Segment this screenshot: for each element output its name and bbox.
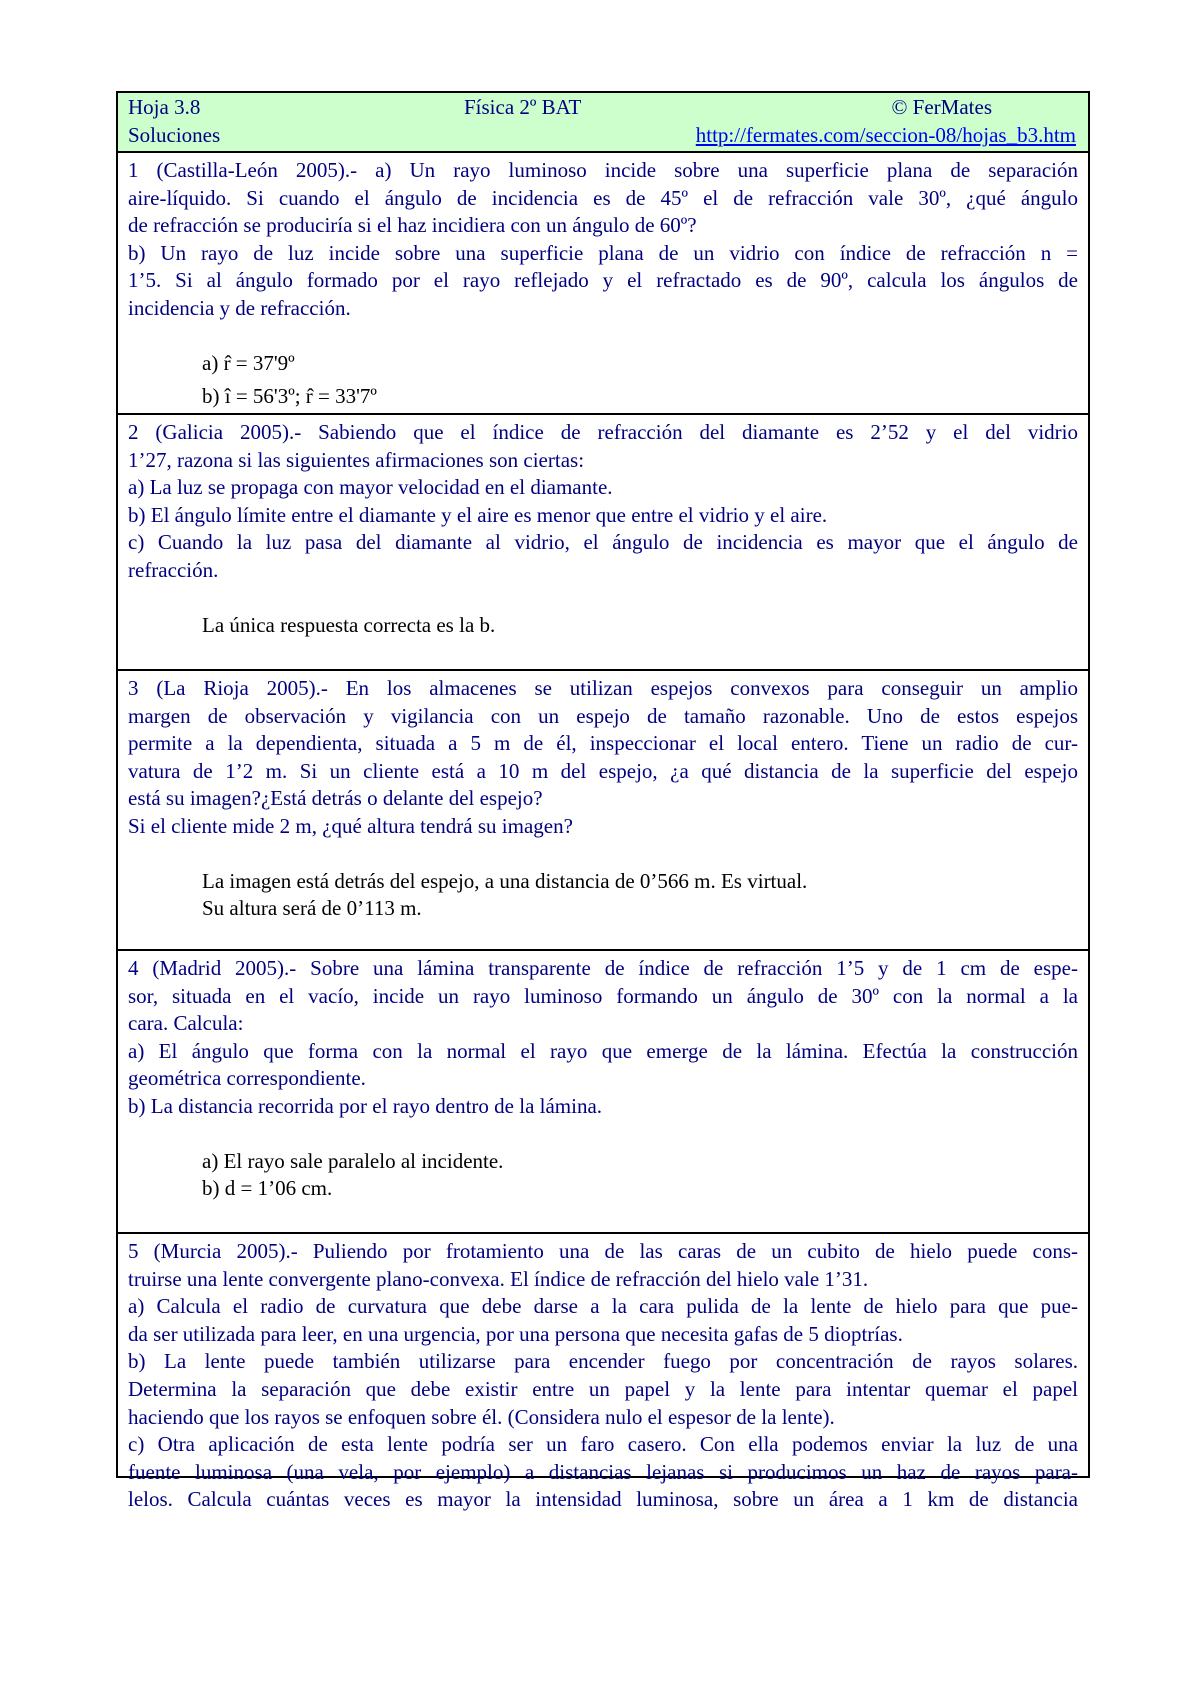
problem-line: da ser utilizada para leer, en una urgencia, por una persona que necesita gafas de 5 dioptrías. <box>128 1321 903 1346</box>
sheet-number: Hoja 3.8 <box>128 95 201 119</box>
problem-line: b) La distancia recorrida por el rayo dentro de la lámina. <box>128 1093 603 1118</box>
problem-line: 2 (Galicia 2005).- Sabiendo que el índice de refracción del diamante es 2’52 y el del vidrio <box>128 420 1078 444</box>
problem-line: Si el cliente mide 2 m, ¿qué altura tendrá su imagen? <box>128 813 573 838</box>
problem-text: (Murcia 2005).- Puliendo por frotamiento una de las caras de un cubito de hielo puede cons- <box>153 1239 1078 1263</box>
solution-line: a) El rayo sale paralelo al incidente. <box>202 1148 504 1173</box>
solution-line: La única respuesta correcta es la b. <box>202 612 496 637</box>
solution-block <box>128 612 1078 640</box>
problem-line: Determina la separación que debe existir entre un papel y la lente para intentar quemar el papel <box>128 1376 1078 1401</box>
solution-block <box>128 1148 1078 1203</box>
problem-line: a) Calcula el radio de curvatura que debe darse a la cara pulida de la lente de hielo para que pue- <box>128 1294 1078 1319</box>
problem-line: fuente luminosa (una vela, por ejemplo) a distancias lejanas si producimos un haz de rayos para- <box>128 1459 1078 1484</box>
sheet-header <box>116 91 1090 153</box>
problem-line: está su imagen?¿Está detrás o delante del espejo? <box>128 786 543 811</box>
problem-text: (Castilla-León 2005).- a) Un rayo luminoso incide sobre una superficie plana de separación <box>156 158 1078 182</box>
problem-line: c) Cuando la luz pasa del diamante al vidrio, el ángulo de incidencia es mayor que el ángulo de <box>128 530 1078 555</box>
problem-3 <box>116 671 1090 951</box>
worksheet <box>116 91 1090 1512</box>
problem-line: 1’5. Si al ángulo formado por el rayo reflejado y el refractado es de 90º, calcula los ángulos de <box>128 268 1078 293</box>
problem-5 <box>116 1234 1090 1512</box>
solution-line: Su altura será de 0’113 m. <box>202 896 422 921</box>
subject-label: Física 2º BAT <box>464 95 582 119</box>
source-link[interactable]: http://fermates.com/seccion-08/hojas_b3.htm <box>695 123 1076 147</box>
problem-line: 1’27, razona si las siguientes afirmaciones son ciertas: <box>128 447 585 472</box>
problem-line: b) La lente puede también utilizarse para encender fuego por concentración de rayos solares. <box>128 1349 1078 1374</box>
problem-line: aire-líquido. Si cuando el ángulo de incidencia es de 45º el de refracción vale 30º, ¿qué ángulo <box>128 185 1078 210</box>
solution-block <box>128 350 1078 411</box>
problem-line: 1 (Castilla-León 2005).- a) Un rayo luminoso incide sobre una superficie plana de separación <box>128 158 1078 182</box>
problem-line: cara. Calcula: <box>128 1011 244 1036</box>
problem-line: de refracción se produciría si el haz incidiera con un ángulo de 60º? <box>128 213 697 238</box>
solution-line: La imagen está detrás del espejo, a una distancia de 0’566 m. Es virtual. <box>202 868 808 893</box>
sheet-subtitle: Soluciones <box>128 123 221 147</box>
solution-line: a) r̂ = 37'9º <box>202 350 295 375</box>
problem-line: refracción. <box>128 557 219 582</box>
problem-4 <box>116 951 1090 1234</box>
solution-block <box>128 868 1078 923</box>
problem-line: 4 (Madrid 2005).- Sobre una lámina transparente de índice de refracción 1’5 y de 1 cm de espe- <box>128 956 1078 980</box>
problem-line: b) El ángulo límite entre el diamante y el aire es menor que entre el vidrio y el aire. <box>128 502 828 527</box>
problem-1 <box>116 153 1090 415</box>
problem-line: sor, situada en el vacío, incide un rayo luminoso formando un ángulo de 30º con la normal a la <box>128 983 1078 1008</box>
problem-line: a) El ángulo que forma con la normal el rayo que emerge de la lámina. Efectúa la construcción <box>128 1038 1078 1063</box>
problem-line: margen de observación y vigilancia con un espejo de tamaño razonable. Uno de estos espejos <box>128 703 1078 728</box>
solution-line: b) d = 1’06 cm. <box>202 1176 333 1201</box>
problem-line: haciendo que los rayos se enfoquen sobre él. (Considera nulo el espesor de la lente). <box>128 1404 835 1429</box>
problem-text: (La Rioja 2005).- En los almacenes se utilizan espejos convexos para conseguir un amplio <box>156 676 1079 700</box>
problem-text: (Galicia 2005).- Sabiendo que el índice de refracción del diamante es 2’52 y el del vidrio <box>155 420 1078 444</box>
problem-line: b) Un rayo de luz incide sobre una superficie plana de un vidrio con índice de refracción n = <box>128 240 1078 265</box>
problem-line: incidencia y de refracción. <box>128 295 351 320</box>
problem-text: (Madrid 2005).- Sobre una lámina transparente de índice de refracción 1’5 y de 1 cm de espe- <box>152 956 1078 980</box>
problem-line: truirse una lente convergente plano-convexa. El índice de refracción del hielo vale 1’31. <box>128 1266 869 1291</box>
problem-line: a) La luz se propaga con mayor velocidad en el diamante. <box>128 475 613 500</box>
problem-line: lelos. Calcula cuántas veces es mayor la intensidad luminosa, sobre un área a 1 km de distancia <box>128 1487 1078 1512</box>
problem-line: 5 (Murcia 2005).- Puliendo por frotamiento una de las caras de un cubito de hielo puede cons- <box>128 1239 1078 1263</box>
problem-line: 3 (La Rioja 2005).- En los almacenes se utilizan espejos convexos para conseguir un amplio <box>128 676 1079 700</box>
problem-line: permite a la dependienta, situada a 5 m de él, inspeccionar el local entero. Tiene un radio de cur- <box>128 731 1078 756</box>
problem-line: geométrica correspondiente. <box>128 1066 366 1091</box>
solution-line: b) î = 56'3º; r̂ = 33'7º <box>202 384 377 409</box>
problem-2 <box>116 415 1090 671</box>
copyright-label: © FerMates <box>891 95 992 119</box>
problem-line: vatura de 1’2 m. Si un cliente está a 10 m del espejo, ¿a qué distancia de la superficie del espejo <box>128 758 1078 783</box>
problem-line: c) Otra aplicación de esta lente podría ser un faro casero. Con ella podemos enviar la luz de una <box>128 1432 1078 1457</box>
